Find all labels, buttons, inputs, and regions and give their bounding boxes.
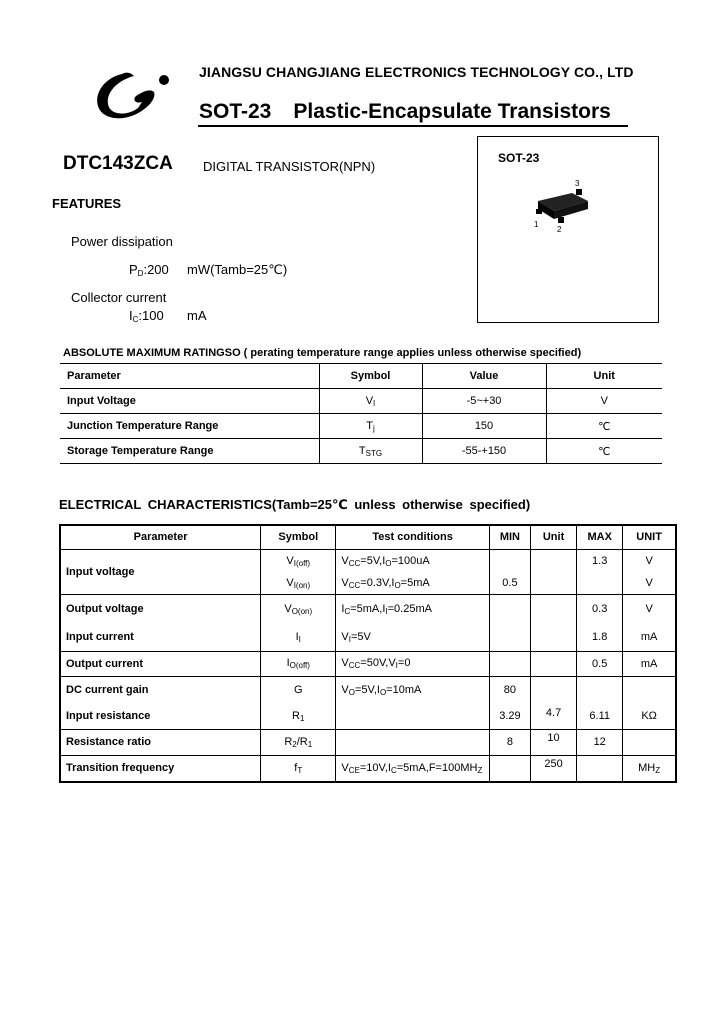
max-cell: 0.5	[577, 651, 623, 676]
company-logo-icon	[92, 66, 182, 126]
value-cell: -55-+150	[422, 439, 546, 464]
absolute-max-ratings-table	[60, 363, 662, 464]
collector-current-value: $I_C:100$	[129, 308, 164, 324]
typ-cell: 10	[530, 729, 576, 755]
condition-cell: $V_{CC}=50V,V_I=0$	[336, 651, 489, 676]
electrical-characteristics-table	[59, 524, 677, 783]
column-header: Value	[422, 364, 546, 389]
typ-cell: 250	[530, 755, 576, 782]
condition-cell	[336, 729, 489, 755]
column-header: MAX	[577, 525, 623, 549]
table-header-row	[60, 525, 676, 549]
pin-1-label: 1	[534, 220, 539, 229]
param-cell: Junction Temperature Range	[60, 414, 319, 439]
param-cell: Input voltage	[60, 549, 261, 594]
table-header-row	[60, 364, 662, 389]
package-label: SOT-23	[498, 151, 540, 165]
table-row	[60, 755, 676, 782]
min-cell	[489, 651, 530, 676]
symbol-cell: $T_j$	[319, 414, 422, 439]
column-header: Symbol	[319, 364, 422, 389]
param-cell: Input Voltage	[60, 389, 319, 414]
column-header: Unit	[530, 525, 576, 549]
column-header: UNIT	[623, 525, 676, 549]
min-cell: 80 3.29	[489, 676, 530, 729]
collector-current-unit: mA	[187, 308, 207, 323]
param-cell: DC current gain Input resistance	[60, 676, 261, 729]
series-title: Plastic-Encapsulate Transistors	[293, 100, 611, 123]
param-cell: Transition frequency	[60, 755, 261, 782]
unit-cell: mA	[623, 651, 676, 676]
column-header: Unit	[546, 364, 662, 389]
symbol-cell: $R_2/R_1$	[261, 729, 336, 755]
power-dissipation-value: $P_D:200$	[129, 262, 169, 278]
min-cell: 8	[489, 729, 530, 755]
pin-2-label: 2	[557, 225, 562, 234]
max-cell	[577, 755, 623, 782]
value-cell: -5~+30	[422, 389, 546, 414]
max-cell: 0.3 1.8	[577, 594, 623, 651]
symbol-cell: $I_{O(off)}$	[261, 651, 336, 676]
symbol-cell: $f_T$	[261, 755, 336, 782]
symbol-cell: $V_{O(on)}$ $I_I$	[261, 594, 336, 651]
pin-3-label: 3	[575, 179, 580, 188]
param-cell: Output current	[60, 651, 261, 676]
document-title	[199, 100, 611, 124]
column-header: Test conditions	[336, 525, 489, 549]
condition-cell: $I_C=5mA,I_I=0.25mA$ $V_I=5V$	[336, 594, 489, 651]
unit-cell: ℃	[546, 414, 662, 439]
typ-cell	[530, 549, 576, 594]
unit-cell: KΩ	[623, 676, 676, 729]
min-cell	[489, 755, 530, 782]
unit-cell: $MH_Z$	[623, 755, 676, 782]
package-outline-box	[477, 136, 659, 323]
column-header: Parameter	[60, 525, 261, 549]
min-cell: 0.5	[489, 549, 530, 594]
column-header: Parameter	[60, 364, 319, 389]
column-header: Symbol	[261, 525, 336, 549]
company-name: JIANGSU CHANGJIANG ELECTRONICS TECHNOLOGY CO., LTD	[199, 64, 634, 80]
table-row	[60, 651, 676, 676]
part-number: DTC143ZCA	[63, 153, 173, 174]
column-header: MIN	[489, 525, 530, 549]
param-cell: Output voltage Input current	[60, 594, 261, 651]
title-underline	[198, 125, 628, 127]
unit-cell	[623, 729, 676, 755]
sot23-package-icon	[528, 179, 598, 244]
part-description: DIGITAL TRANSISTOR(NPN)	[203, 159, 376, 174]
symbol-cell: $V_I$	[319, 389, 422, 414]
symbol-cell: $V_{I(off)}$ $V_{I(on)}$	[261, 549, 336, 594]
min-cell	[489, 594, 530, 651]
package-title: SOT-23	[199, 100, 272, 123]
table-row	[60, 729, 676, 755]
symbol-cell: G $R_1$	[261, 676, 336, 729]
unit-cell: V mA	[623, 594, 676, 651]
param-cell: Resistance ratio	[60, 729, 261, 755]
unit-cell: V	[546, 389, 662, 414]
table-row	[60, 439, 662, 464]
condition-cell: $V_O=5V,I_O=10mA$	[336, 676, 489, 729]
table-row	[60, 594, 676, 651]
typ-cell: 4.7	[530, 676, 576, 729]
param-cell: Storage Temperature Range	[60, 439, 319, 464]
power-dissipation-label: Power dissipation	[71, 234, 173, 249]
table-row	[60, 414, 662, 439]
table-row	[60, 676, 676, 729]
condition-cell: $V_{CE}=10V,I_C=5mA,F=100MH_Z$	[336, 755, 489, 782]
max-cell: 1.3	[577, 549, 623, 594]
typ-cell	[530, 594, 576, 651]
max-cell: 12	[577, 729, 623, 755]
collector-current-label: Collector current	[71, 290, 167, 305]
condition-cell: $V_{CC}=5V,I_O=100uA$ $V_{CC}=0.3V,I_O=5mA$	[336, 549, 489, 594]
features-heading: FEATURES	[52, 196, 122, 211]
typ-cell	[530, 651, 576, 676]
max-cell: 6.11	[577, 676, 623, 729]
symbol-cell: $T_{STG}$	[319, 439, 422, 464]
unit-cell: ℃	[546, 439, 662, 464]
amr-caption: ABSOLUTE MAXIMUM RATINGSO ( perating temperature range applies unless otherwise specified)	[63, 347, 582, 359]
value-cell: 150	[422, 414, 546, 439]
table-row	[60, 549, 676, 594]
table-row	[60, 389, 662, 414]
ec-caption: ELECTRICAL CHARACTERISTICS(Tamb=25℃ unless otherwise specified)	[59, 497, 531, 512]
power-dissipation-unit: mW(Tamb=25℃)	[187, 262, 288, 277]
unit-cell: V V	[623, 549, 676, 594]
